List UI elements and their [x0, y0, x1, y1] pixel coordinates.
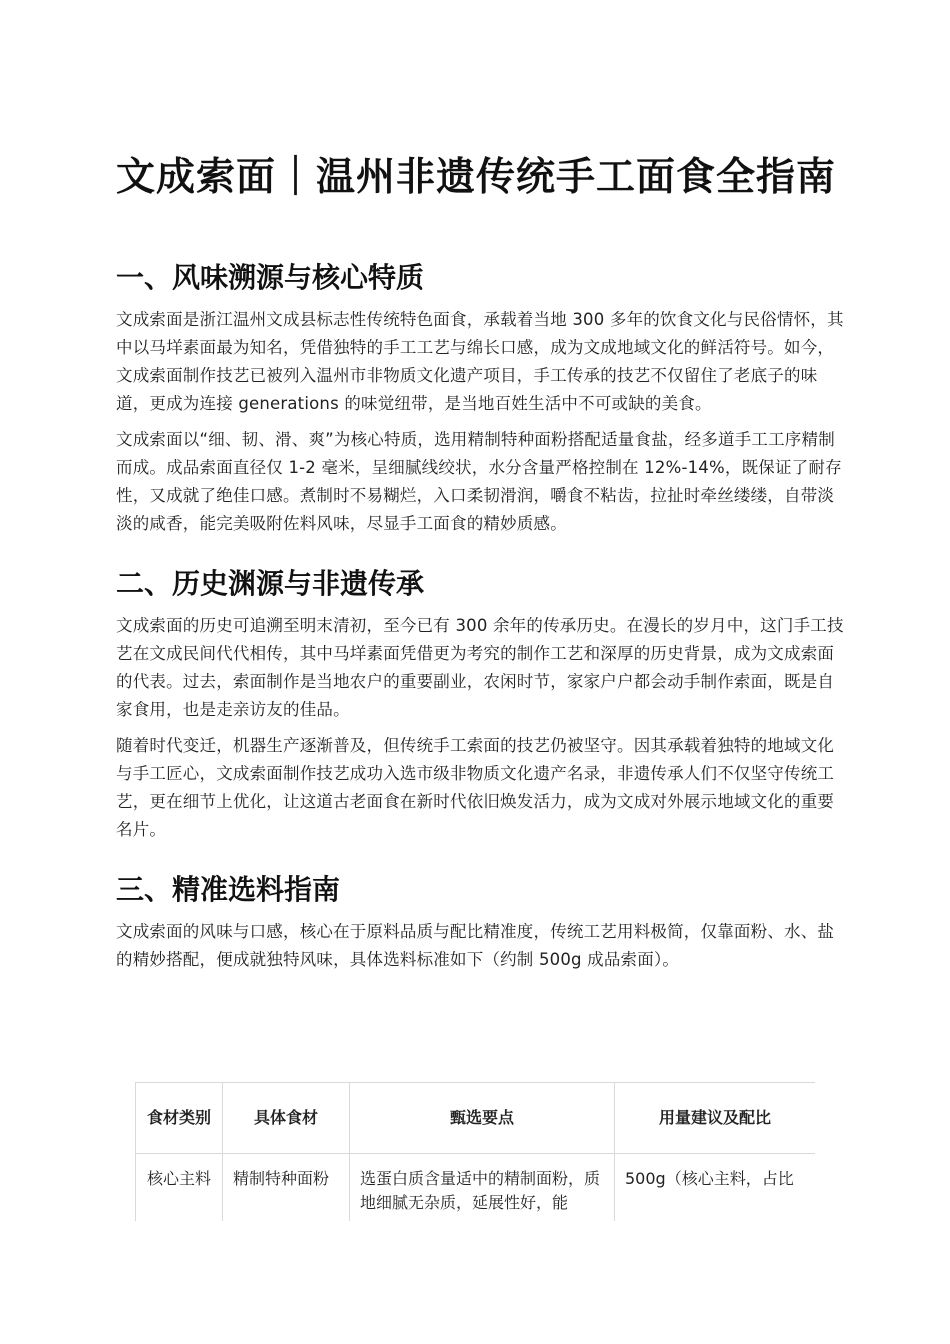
column-header-category: 食材类别	[136, 1083, 223, 1154]
ingredients-table	[135, 1082, 815, 1221]
paragraph: 随着时代变迁，机器生产逐渐普及，但传统手工索面的技艺仍被坚守。因其承载着独特的地域文化与手工匠心，文成索面制作技艺成功入选市级非物质文化遗产名录，非遗传承人们不仅坚守传统工艺，更在细节上优化，让这道古老面食在新时代依旧焕发活力，成为文成对外展示地域文化的重要名片。	[116, 736, 835, 839]
column-header-amount: 用量建议及配比	[615, 1083, 816, 1154]
table-row	[136, 1154, 816, 1222]
table-cell: 核心主料	[136, 1154, 223, 1222]
paragraph: 文成索面以“细、韧、滑、爽”为核心特质，选用精制特种面粉搭配适量食盐，经多道手工工序精制而成。成品索面直径仅 1-2 毫米，呈细腻线绞状，水分含量严格控制在 12%-14%，既保证了耐存性，又成就了绝佳口感。煮制时不易糊烂，入口柔韧滑润，嚼食不粘齿，拉扯时牵丝缕缕，自带淡淡的咸香，能完美吸附佐料风味，尽显手工面食的精妙质感。	[116, 430, 842, 533]
paragraph: 文成索面是浙江温州文成县标志性传统特色面食，承载着当地 300 多年的饮食文化与民俗情怀，其中以马垟素面最为知名，凭借独特的手工工艺与绵长口感，成为文成地域文化的鲜活符号。如今，文成索面制作技艺已被列入温州市非物质文化遗产项目，手工传承的技艺不仅留住了老底子的味道，更成为连接 generations 的味觉纽带，是当地百姓生活中不可或缺的美食。	[116, 310, 844, 413]
paragraph: 文成索面的历史可追溯至明末清初，至今已有 300 余年的传承历史。在漫长的岁月中，这门手工技艺在文成民间代代相传，其中马垟素面凭借更为考究的制作工艺和深厚的历史背景，成为文成索面的代表。过去，索面制作是当地农户的重要副业，农闲时节，家家户户都会动手制作索面，既是自家食用，也是走亲访友的佳品。	[116, 616, 844, 719]
table-header-row	[136, 1083, 816, 1154]
document-page	[116, 150, 844, 974]
section-heading-ingredients: 三、精准选料指南	[116, 873, 341, 906]
table-cell: 500g（核心主料，占比	[615, 1154, 816, 1222]
column-header-ingredient: 具体食材	[223, 1083, 350, 1154]
section-heading-history: 二、历史渊源与非遗传承	[116, 567, 425, 600]
page-title: 文成索面｜温州非遗传统手工面食全指南	[116, 155, 837, 200]
section-heading-flavor: 一、风味溯源与核心特质	[116, 261, 425, 294]
ingredients-table-container	[135, 1082, 815, 1221]
column-header-selection-tips: 甄选要点	[350, 1083, 615, 1154]
paragraph: 文成索面的风味与口感，核心在于原料品质与配比精准度，传统工艺用料极简，仅靠面粉、水、盐的精妙搭配，便成就独特风味，具体选料标准如下（约制 500g 成品索面）。	[116, 922, 835, 969]
table-cell: 选蛋白质含量适中的精制面粉，质地细腻无杂质，延展性好，能	[350, 1154, 615, 1222]
table-cell: 精制特种面粉	[223, 1154, 350, 1222]
